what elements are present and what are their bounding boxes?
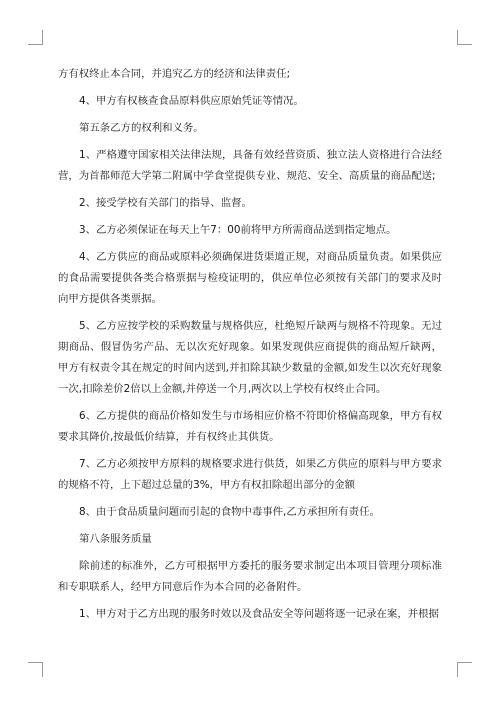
paragraph: 2、接受学校有关部门的指导、监督。 (79, 197, 252, 209)
paragraph: 8、由于食品质量问题而引起的食物中毒事件,乙方承担所有责任。 (79, 506, 380, 518)
crop-mark-top-left (28, 30, 43, 45)
section-heading: 第八条服务质量 (79, 533, 152, 545)
paragraph: 7、乙方必须按甲方原料的规格要求进行供货，如果乙方供应的原料与甲方要求的规格不符，上下超过总量的3%，甲方有权扣除超出部分的金额 (58, 458, 442, 491)
paragraph: 6、乙方提供的商品价格如发生与市场相应价格不符即价格偏高现象，甲方有权要求其降价,按最低价结算，并有权终止其供货。 (58, 410, 442, 443)
paragraph: 1、严格遵守国家相关法律法规，具备有效经营资质、独立法人资格进行合法经营，为首都师范大学第二附属中学食堂提供专业、规范、安全、高质量的商品配送; (58, 149, 442, 182)
paragraph: 除前述的标准外，乙方可根据甲方委托的服务要求制定出本项目管理分项标准和专职联系人，经甲方同意后作为本合同的必备附件。 (58, 560, 442, 593)
document-page-body (58, 64, 442, 631)
crop-mark-bottom-right (457, 662, 472, 677)
paragraph: 3、乙方必须保证在每天上午7：00前将甲方所需商品送到指定地点。 (79, 224, 397, 236)
paragraph: 4、乙方供应的商品或原料必须确保进货渠道正规，对商品质量负责。如果供应的食品需要提供各类合格票据与检疫证明的，供应单位必须按有关部门的要求及时向甲方提供各类票据。 (58, 251, 442, 305)
paragraph: 方有权终止本合同，并追究乙方的经济和法律责任; (58, 68, 291, 80)
crop-mark-top-right (457, 30, 472, 45)
paragraph: 1、甲方对于乙方出现的服务时效以及食品安全等问题将逐一记录在案，并根据 (79, 608, 439, 620)
paragraph: 4、甲方有权核查食品原料供应原始凭证等情况。 (79, 95, 304, 107)
section-heading: 第五条乙方的权利和义务。 (79, 122, 204, 134)
crop-mark-bottom-left (28, 662, 43, 677)
paragraph: 5、乙方应按学校的采购数量与规格供应，杜绝短斤缺两与规格不符现象。无过期商品、假冒伪劣产品、无以次充好现象。如果发现供应商提供的商品短斤缺两，甲方有权责令其在规定的时间内送到,并扣除其缺少数量的金额,如发生以次充好现象一次,扣除差价2倍以上金额,并停送一个月,两次以上学校有权终止合同。 (58, 320, 442, 395)
